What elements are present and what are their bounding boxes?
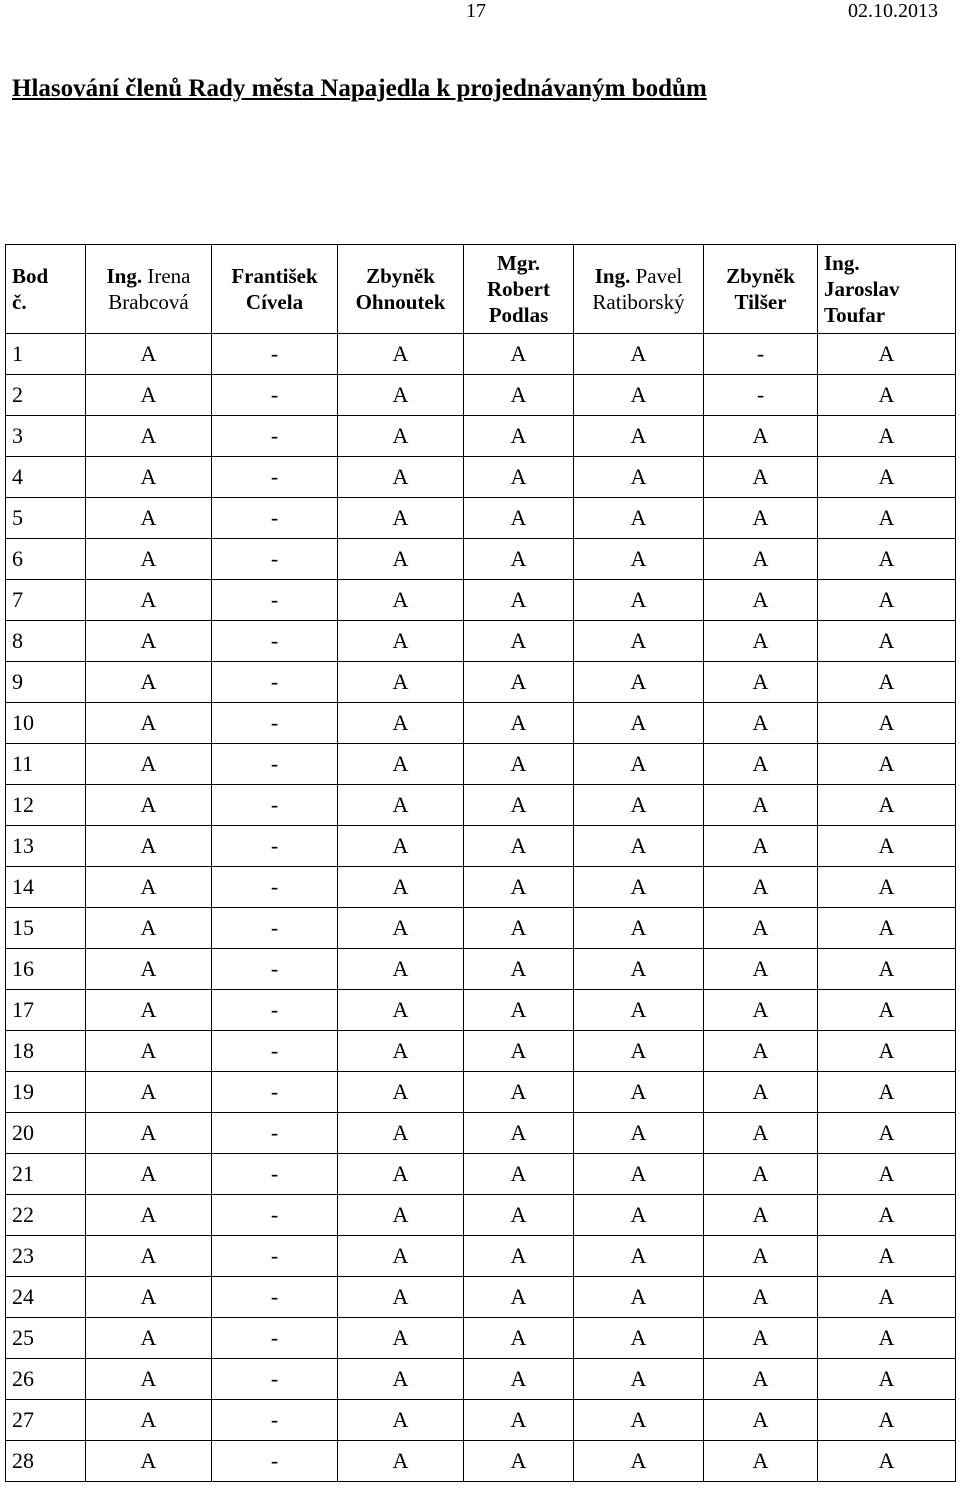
vote-cell: A (818, 1154, 956, 1195)
table-row (6, 498, 956, 539)
vote-cell: A (464, 1277, 574, 1318)
vote-cell: A (464, 703, 574, 744)
table-row (6, 457, 956, 498)
vote-cell: - (212, 785, 338, 826)
voting-table (5, 244, 956, 1482)
vote-cell: A (86, 949, 212, 990)
vote-cell: A (464, 1441, 574, 1482)
item-number-cell: 5 (6, 498, 86, 539)
item-number-cell: 28 (6, 1441, 86, 1482)
column-header (86, 245, 212, 334)
vote-cell: A (86, 785, 212, 826)
vote-cell: - (212, 334, 338, 375)
vote-cell: A (574, 908, 704, 949)
table-row (6, 539, 956, 580)
table-body (6, 334, 956, 1482)
vote-cell: A (574, 416, 704, 457)
vote-cell: A (574, 580, 704, 621)
vote-cell: A (86, 867, 212, 908)
vote-cell: A (464, 1359, 574, 1400)
vote-cell: A (574, 375, 704, 416)
vote-cell: - (212, 990, 338, 1031)
vote-cell: A (338, 1195, 464, 1236)
vote-cell: A (818, 785, 956, 826)
vote-cell: A (818, 744, 956, 785)
table-row (6, 1359, 956, 1400)
vote-cell: - (212, 375, 338, 416)
vote-cell: A (86, 1400, 212, 1441)
vote-cell: - (704, 375, 818, 416)
item-number-cell: 18 (6, 1031, 86, 1072)
vote-cell: A (704, 662, 818, 703)
vote-cell: A (464, 1195, 574, 1236)
vote-cell: - (212, 1359, 338, 1400)
table-row (6, 1236, 956, 1277)
vote-cell: A (86, 1113, 212, 1154)
column-header-line3: Podlas (488, 303, 549, 327)
vote-cell: A (704, 498, 818, 539)
vote-cell: A (574, 1400, 704, 1441)
column-header (818, 245, 956, 334)
vote-cell: A (464, 580, 574, 621)
table-row (6, 1195, 956, 1236)
table-row (6, 662, 956, 703)
vote-cell: - (212, 621, 338, 662)
table-row (6, 580, 956, 621)
document-title: Hlasování členů Rady města Napajedla k projednávaným bodům (12, 75, 707, 102)
item-number-cell: 7 (6, 580, 86, 621)
vote-cell: A (86, 744, 212, 785)
column-header-line1-plain: Pavel (635, 264, 683, 288)
vote-cell: A (704, 1318, 818, 1359)
column-header-line3: Toufar (824, 303, 886, 327)
vote-cell: - (212, 1236, 338, 1277)
column-header-line2: č. (12, 290, 27, 314)
vote-cell: - (212, 1072, 338, 1113)
table-row (6, 908, 956, 949)
vote-cell: A (86, 703, 212, 744)
vote-cell: A (574, 621, 704, 662)
vote-cell: A (574, 1031, 704, 1072)
item-number-cell: 17 (6, 990, 86, 1031)
vote-cell: A (704, 457, 818, 498)
vote-cell: A (574, 1236, 704, 1277)
table-row (6, 1441, 956, 1482)
item-number-cell: 24 (6, 1277, 86, 1318)
vote-cell: A (818, 1113, 956, 1154)
vote-cell: A (86, 498, 212, 539)
column-header-line1-plain: Irena (147, 264, 191, 288)
column-header-line2: Ohnoutek (355, 290, 446, 314)
vote-cell: A (338, 539, 464, 580)
vote-cell: - (212, 1400, 338, 1441)
vote-cell: A (574, 949, 704, 990)
vote-cell: A (818, 826, 956, 867)
vote-cell: A (86, 375, 212, 416)
column-header-line2: Brabcová (108, 290, 189, 314)
vote-cell: A (704, 621, 818, 662)
vote-cell: A (818, 539, 956, 580)
item-number-cell: 9 (6, 662, 86, 703)
vote-cell: A (338, 1400, 464, 1441)
vote-cell: A (338, 1277, 464, 1318)
table-row (6, 334, 956, 375)
vote-cell: A (86, 1195, 212, 1236)
vote-cell: A (464, 662, 574, 703)
vote-cell: A (704, 990, 818, 1031)
vote-cell: - (212, 416, 338, 457)
vote-cell: A (574, 1359, 704, 1400)
item-number-cell: 2 (6, 375, 86, 416)
vote-cell: A (574, 1195, 704, 1236)
vote-cell: - (212, 703, 338, 744)
item-number-cell: 11 (6, 744, 86, 785)
vote-cell: A (574, 744, 704, 785)
vote-cell: A (338, 1154, 464, 1195)
table-row (6, 867, 956, 908)
vote-cell: A (704, 1400, 818, 1441)
vote-cell: - (212, 1195, 338, 1236)
vote-cell: A (704, 703, 818, 744)
vote-cell: A (818, 498, 956, 539)
table-row (6, 1318, 956, 1359)
column-header-line2: Robert (487, 277, 550, 301)
table-row (6, 375, 956, 416)
vote-cell: A (818, 375, 956, 416)
vote-cell: - (212, 908, 338, 949)
vote-cell: A (464, 1113, 574, 1154)
item-number-cell: 26 (6, 1359, 86, 1400)
vote-cell: A (338, 1236, 464, 1277)
vote-cell: A (818, 416, 956, 457)
vote-cell: - (212, 539, 338, 580)
vote-cell: A (704, 744, 818, 785)
vote-cell: A (338, 416, 464, 457)
vote-cell: A (704, 1113, 818, 1154)
column-header-line2: Ratiborský (592, 290, 685, 314)
vote-cell: A (86, 1441, 212, 1482)
vote-cell: A (818, 621, 956, 662)
vote-cell: - (212, 1441, 338, 1482)
vote-cell: A (338, 826, 464, 867)
vote-cell: A (338, 1113, 464, 1154)
vote-cell: A (464, 1031, 574, 1072)
column-header (704, 245, 818, 334)
vote-cell: - (212, 498, 338, 539)
table-row (6, 744, 956, 785)
item-number-cell: 22 (6, 1195, 86, 1236)
vote-cell: A (818, 990, 956, 1031)
vote-cell: A (704, 1072, 818, 1113)
vote-cell: A (574, 867, 704, 908)
vote-cell: A (464, 457, 574, 498)
vote-cell: A (338, 1031, 464, 1072)
column-header-line1: Mgr. (497, 251, 540, 275)
column-header-line2: Jaroslav (824, 277, 900, 301)
vote-cell: A (464, 826, 574, 867)
vote-cell: A (574, 1154, 704, 1195)
vote-cell: A (86, 826, 212, 867)
vote-cell: A (574, 826, 704, 867)
item-number-cell: 25 (6, 1318, 86, 1359)
vote-cell: A (464, 1154, 574, 1195)
vote-cell: A (818, 1441, 956, 1482)
vote-cell: A (704, 1441, 818, 1482)
table-row (6, 416, 956, 457)
vote-cell: A (704, 1277, 818, 1318)
column-header-line1: Zbyněk (726, 264, 795, 288)
vote-cell: - (212, 826, 338, 867)
vote-cell: A (704, 1031, 818, 1072)
vote-cell: A (86, 662, 212, 703)
vote-cell: A (464, 785, 574, 826)
table-row (6, 826, 956, 867)
vote-cell: A (338, 1072, 464, 1113)
vote-cell: A (86, 1031, 212, 1072)
vote-cell: A (704, 416, 818, 457)
column-header-line1: Ing. (106, 264, 148, 288)
vote-cell: A (338, 334, 464, 375)
vote-cell: A (338, 498, 464, 539)
column-header-line2: Tilšer (734, 290, 787, 314)
vote-cell: - (212, 662, 338, 703)
vote-cell: A (574, 539, 704, 580)
column-header (464, 245, 574, 334)
item-number-cell: 8 (6, 621, 86, 662)
vote-cell: A (704, 908, 818, 949)
vote-cell: - (212, 580, 338, 621)
column-header (574, 245, 704, 334)
table-row (6, 1072, 956, 1113)
vote-cell: A (574, 1072, 704, 1113)
vote-cell: A (818, 1400, 956, 1441)
vote-cell: A (464, 1318, 574, 1359)
vote-cell: A (704, 1236, 818, 1277)
vote-cell: A (464, 744, 574, 785)
column-header-line1: Ing. (594, 264, 636, 288)
vote-cell: A (574, 334, 704, 375)
vote-cell: A (464, 990, 574, 1031)
column-header-line1: František (231, 264, 318, 288)
vote-cell: A (464, 949, 574, 990)
vote-cell: - (212, 457, 338, 498)
vote-cell: A (338, 785, 464, 826)
vote-cell: A (704, 949, 818, 990)
item-number-cell: 6 (6, 539, 86, 580)
table-row (6, 1113, 956, 1154)
table-row (6, 949, 956, 990)
vote-cell: A (464, 867, 574, 908)
vote-cell: A (464, 1072, 574, 1113)
vote-cell: A (338, 621, 464, 662)
vote-cell: A (818, 908, 956, 949)
vote-cell: - (212, 1113, 338, 1154)
vote-cell: A (338, 1318, 464, 1359)
vote-cell: A (704, 580, 818, 621)
column-header (6, 245, 86, 334)
vote-cell: A (86, 1236, 212, 1277)
document-date: 02.10.2013 (848, 0, 938, 22)
vote-cell: A (704, 1195, 818, 1236)
item-number-cell: 16 (6, 949, 86, 990)
table-row (6, 1031, 956, 1072)
item-number-cell: 21 (6, 1154, 86, 1195)
vote-cell: A (86, 1318, 212, 1359)
vote-cell: A (818, 1318, 956, 1359)
vote-cell: A (338, 457, 464, 498)
vote-cell: A (338, 1441, 464, 1482)
vote-cell: A (86, 416, 212, 457)
vote-cell: A (86, 1154, 212, 1195)
vote-cell: A (818, 580, 956, 621)
item-number-cell: 15 (6, 908, 86, 949)
table-row (6, 1400, 956, 1441)
vote-cell: A (818, 1031, 956, 1072)
item-number-cell: 1 (6, 334, 86, 375)
vote-cell: A (86, 1359, 212, 1400)
column-header-line1: Ing. (824, 251, 860, 275)
vote-cell: A (704, 1359, 818, 1400)
vote-cell: A (574, 1113, 704, 1154)
table-row (6, 703, 956, 744)
vote-cell: - (212, 949, 338, 990)
table-row (6, 1277, 956, 1318)
vote-cell: A (704, 539, 818, 580)
vote-cell: A (818, 949, 956, 990)
vote-cell: A (704, 867, 818, 908)
vote-cell: A (338, 908, 464, 949)
vote-cell: A (818, 1236, 956, 1277)
vote-cell: A (338, 662, 464, 703)
column-header-line2: Cívela (245, 290, 304, 314)
item-number-cell: 3 (6, 416, 86, 457)
vote-cell: A (86, 334, 212, 375)
column-header (338, 245, 464, 334)
vote-cell: A (574, 662, 704, 703)
vote-cell: A (338, 580, 464, 621)
vote-cell: A (574, 785, 704, 826)
table-row (6, 621, 956, 662)
vote-cell: A (818, 703, 956, 744)
vote-cell: A (86, 621, 212, 662)
vote-cell: A (704, 1154, 818, 1195)
vote-cell: A (818, 457, 956, 498)
vote-cell: A (338, 703, 464, 744)
item-number-cell: 14 (6, 867, 86, 908)
item-number-cell: 20 (6, 1113, 86, 1154)
vote-cell: A (86, 1072, 212, 1113)
vote-cell: - (704, 334, 818, 375)
vote-cell: A (574, 498, 704, 539)
vote-cell: A (818, 334, 956, 375)
vote-cell: A (338, 744, 464, 785)
column-header-line1: Zbyněk (366, 264, 435, 288)
vote-cell: A (818, 1072, 956, 1113)
table-row (6, 785, 956, 826)
table-row (6, 1154, 956, 1195)
vote-cell: A (338, 990, 464, 1031)
vote-cell: A (86, 539, 212, 580)
vote-cell: A (338, 1359, 464, 1400)
table-row (6, 990, 956, 1031)
vote-cell: A (86, 908, 212, 949)
vote-cell: - (212, 744, 338, 785)
vote-cell: A (86, 1277, 212, 1318)
vote-cell: A (338, 867, 464, 908)
vote-cell: A (464, 621, 574, 662)
item-number-cell: 23 (6, 1236, 86, 1277)
vote-cell: A (86, 990, 212, 1031)
vote-cell: - (212, 1154, 338, 1195)
vote-cell: A (574, 1441, 704, 1482)
vote-cell: - (212, 867, 338, 908)
vote-cell: A (86, 580, 212, 621)
vote-cell: A (464, 375, 574, 416)
item-number-cell: 10 (6, 703, 86, 744)
item-number-cell: 13 (6, 826, 86, 867)
vote-cell: A (464, 539, 574, 580)
vote-cell: A (464, 334, 574, 375)
vote-cell: A (818, 1195, 956, 1236)
vote-cell: A (704, 826, 818, 867)
page-number: 17 (466, 0, 486, 22)
item-number-cell: 12 (6, 785, 86, 826)
vote-cell: A (818, 867, 956, 908)
vote-cell: A (818, 662, 956, 703)
vote-cell: A (464, 498, 574, 539)
column-header-line1: Bod (12, 264, 49, 288)
vote-cell: A (574, 703, 704, 744)
vote-cell: A (338, 949, 464, 990)
vote-cell: - (212, 1031, 338, 1072)
vote-cell: A (574, 457, 704, 498)
vote-cell: - (212, 1318, 338, 1359)
vote-cell: - (212, 1277, 338, 1318)
vote-cell: A (574, 1277, 704, 1318)
vote-cell: A (574, 990, 704, 1031)
vote-cell: A (704, 785, 818, 826)
vote-cell: A (464, 416, 574, 457)
item-number-cell: 4 (6, 457, 86, 498)
column-header (212, 245, 338, 334)
vote-cell: A (464, 908, 574, 949)
item-number-cell: 19 (6, 1072, 86, 1113)
item-number-cell: 27 (6, 1400, 86, 1441)
vote-cell: A (464, 1236, 574, 1277)
vote-cell: A (86, 457, 212, 498)
vote-cell: A (574, 1318, 704, 1359)
vote-cell: A (464, 1400, 574, 1441)
vote-cell: A (338, 375, 464, 416)
vote-cell: A (818, 1277, 956, 1318)
table-header-row (6, 245, 956, 334)
vote-cell: A (818, 1359, 956, 1400)
